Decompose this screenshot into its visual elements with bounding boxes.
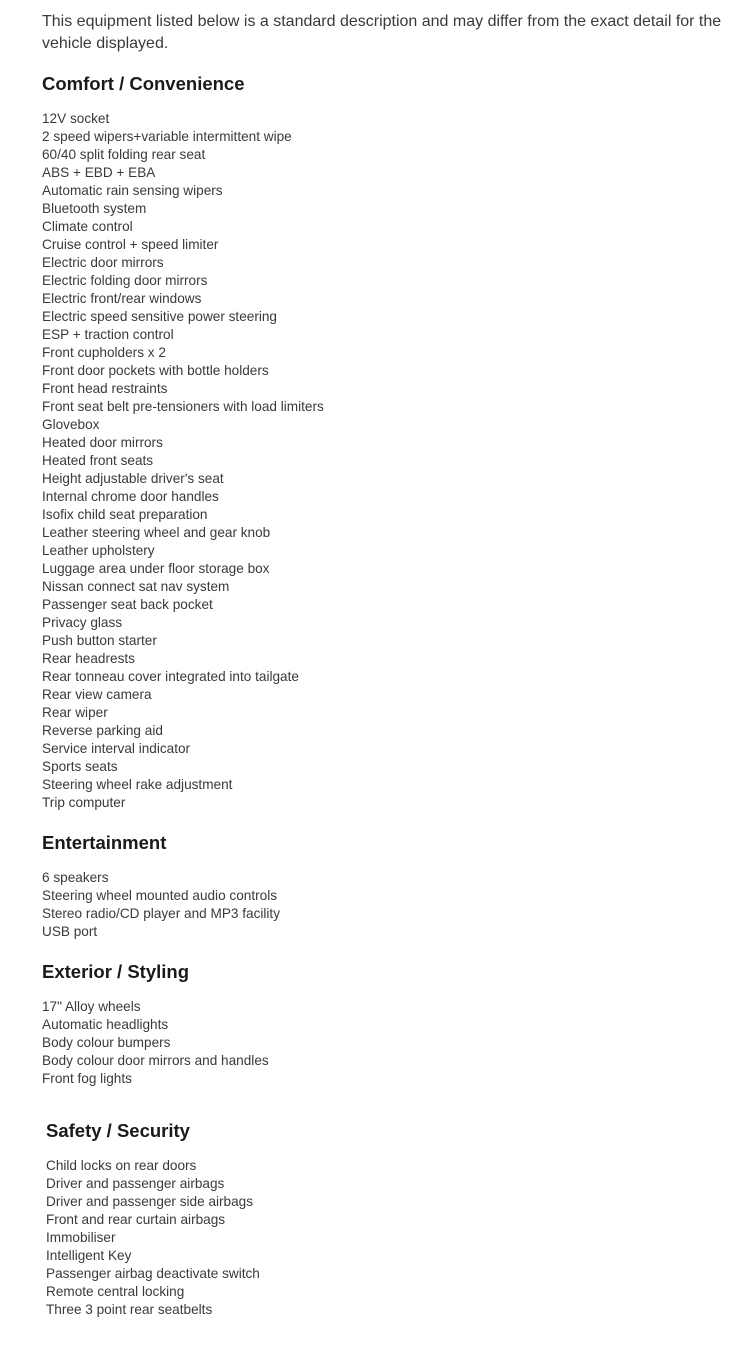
list-item: Electric door mirrors [42,255,164,270]
list-item: 6 speakers [42,870,109,885]
list-item: Immobiliser [46,1230,116,1245]
list-item: Nissan connect sat nav system [42,579,230,594]
list-item: Isofix child seat preparation [42,507,208,522]
list-item: Front fog lights [42,1071,132,1086]
list-item: Automatic rain sensing wipers [42,183,223,198]
list-item: Front and rear curtain airbags [46,1212,226,1227]
list-item: Child locks on rear doors [46,1158,197,1173]
equipment-list [42,869,280,941]
list-item: Front head restraints [42,381,168,396]
list-item: Driver and passenger airbags [46,1176,225,1191]
list-item: Climate control [42,219,133,234]
list-item: Front door pockets with bottle holders [42,363,269,378]
equipment-list [42,110,324,812]
list-item: Body colour door mirrors and handles [42,1053,269,1068]
list-item: Service interval indicator [42,741,191,756]
list-item: Height adjustable driver's seat [42,471,224,486]
section-entertainment [42,832,280,941]
list-item: ESP + traction control [42,327,174,342]
section-title: Safety / Security [46,1120,190,1141]
list-item: 2 speed wipers+variable intermittent wipe [42,129,292,144]
list-item: Push button starter [42,633,157,648]
section-safety-security [46,1120,260,1319]
equipment-list [42,998,269,1088]
section-exterior-styling [42,961,269,1088]
list-item: Driver and passenger side airbags [46,1194,254,1209]
list-item: Luggage area under floor storage box [42,561,270,576]
list-item: Electric folding door mirrors [42,273,208,288]
list-item: 17" Alloy wheels [42,999,141,1014]
list-item: 60/40 split folding rear seat [42,147,206,162]
list-item: Steering wheel mounted audio controls [42,888,278,903]
list-item: Reverse parking aid [42,723,163,738]
list-item: Automatic headlights [42,1017,169,1032]
section-comfort-convenience [42,73,324,812]
list-item: 12V socket [42,111,110,126]
list-item: Internal chrome door handles [42,489,219,504]
list-item: Glovebox [42,417,100,432]
list-item: Front cupholders x 2 [42,345,166,360]
list-item: Electric speed sensitive power steering [42,309,277,324]
list-item: Stereo radio/CD player and MP3 facility [42,906,280,921]
list-item: Bluetooth system [42,201,147,216]
list-item: Remote central locking [46,1284,185,1299]
list-item: Front seat belt pre-tensioners with load limiters [42,399,324,414]
list-item: Cruise control + speed limiter [42,237,219,252]
list-item: Passenger airbag deactivate switch [46,1266,260,1281]
list-item: Rear tonneau cover integrated into tailgate [42,669,299,684]
section-title: Exterior / Styling [42,961,190,982]
list-item: Sports seats [42,759,118,774]
list-item: Passenger seat back pocket [42,597,213,612]
list-item: Rear headrests [42,651,135,666]
list-item: Three 3 point rear seatbelts [46,1302,213,1317]
list-item: Leather steering wheel and gear knob [42,525,271,540]
list-item: Rear view camera [42,687,152,702]
equipment-list [46,1157,260,1319]
list-item: Rear wiper [42,705,108,720]
list-item: Body colour bumpers [42,1035,171,1050]
list-item: Trip computer [42,795,126,810]
list-item: Leather upholstery [42,543,155,558]
list-item: USB port [42,924,98,939]
section-title: Comfort / Convenience [42,73,245,94]
list-item: Heated door mirrors [42,435,163,450]
list-item: Heated front seats [42,453,154,468]
list-item: Electric front/rear windows [42,291,202,306]
list-item: Privacy glass [42,615,123,630]
intro-text: This equipment listed below is a standard description and may differ from the exact detail for the vehicle displayed. [42,13,722,52]
list-item: Steering wheel rake adjustment [42,777,233,792]
list-item: ABS + EBD + EBA [42,165,156,180]
list-item: Intelligent Key [46,1248,132,1263]
section-title: Entertainment [42,832,167,853]
